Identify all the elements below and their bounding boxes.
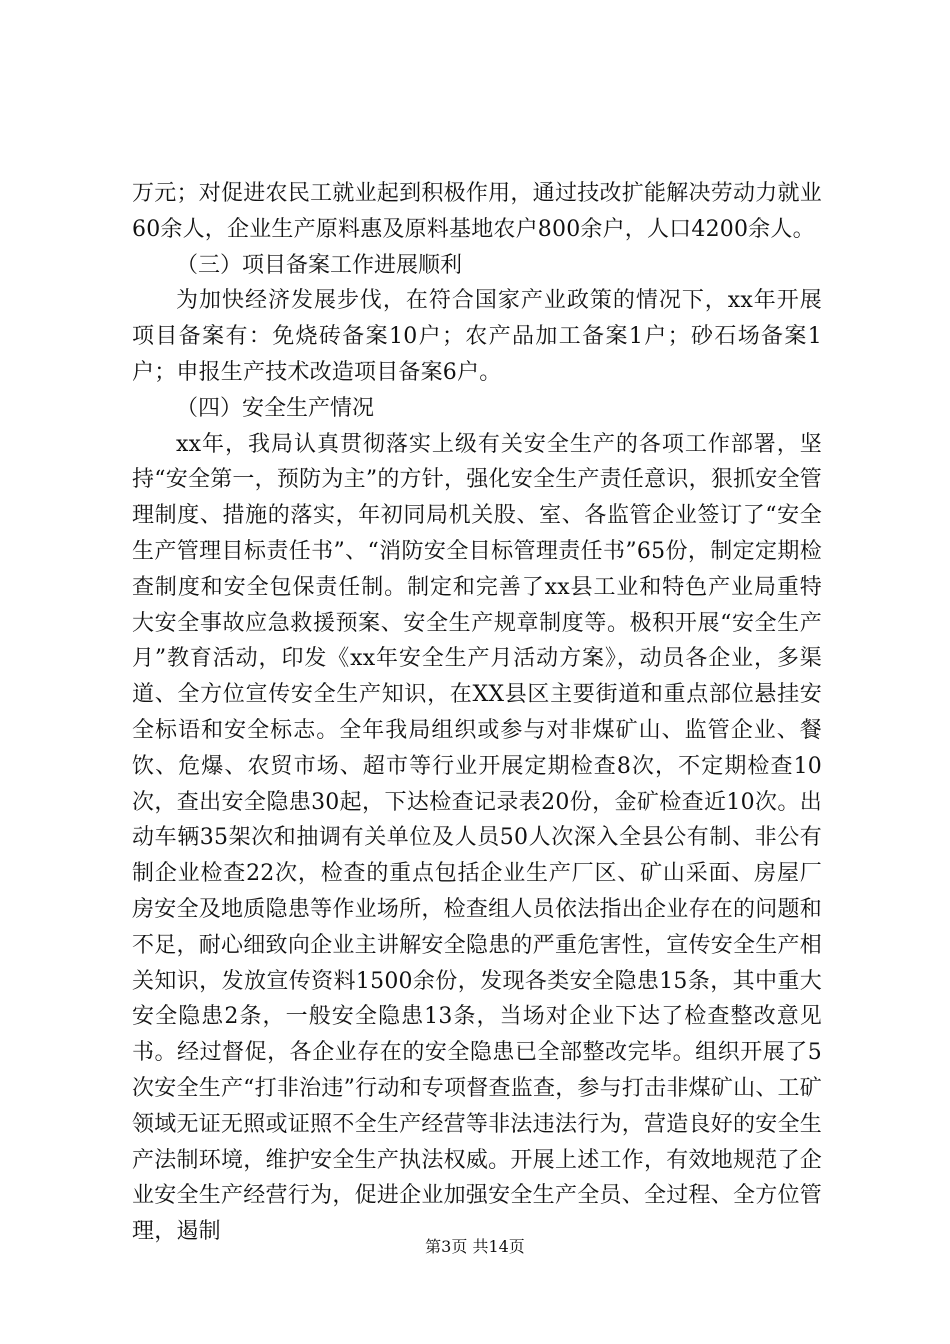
paragraph-project-filing: 为加快经济发展步伐，在符合国家产业政策的情况下，xx年开展项目备案有：免烧砖备案10户；农产品加工备案1户；砂石场备案1户；申报生产技术改造项目备案6户。: [132, 288, 822, 385]
section-heading-4: （四）安全生产情况: [176, 395, 375, 421]
document-body: [132, 176, 822, 1250]
section-heading-3: （三）项目备案工作进展顺利: [176, 252, 463, 278]
paragraph-continuation: 万元；对促进农民工就业起到积极作用，通过技改扩能解决劳动力就业60余人，企业生产原料惠及原料基地农户800余户，人口4200余人。: [132, 181, 822, 242]
paragraph-safety-production: xx年，我局认真贯彻落实上级有关安全生产的各项工作部署，坚持“安全第一，预防为主”的方针，强化安全生产责任意识，狠抓安全管理制度、措施的落实，年初同局机关股、室、各监管企业签订了“安全生产管理目标责任书”、“消防安全目标管理责任书”65份，制定定期检查制度和安全包保责任制。制定和完善了xx县工业和特色产业局重特大安全事故应急救援预案、安全生产规章制度等。极积开展“安全生产月”教育活动，印发《xx年安全生产月活动方案》，动员各企业，多渠道、全方位宣传安全生产知识，在XX县区主要街道和重点部位悬挂安全标语和安全标志。全年我局组织或参与对非煤矿山、监管企业、餐饮、危爆、农贸市场、超市等行业开展定期检查8次，不定期检查10次，查出安全隐患30起，下达检查记录表20份，金矿检查近10次。出动车辆35架次和抽调有关单位及人员50人次深入全县公有制、非公有制企业检查22次，检查的重点包括企业生产厂区、矿山采面、房屋厂房安全及地质隐患等作业场所，检查组人员依法指出企业存在的问题和不足，耐心细致向企业主讲解安全隐患的严重危害性，宣传安全生产相关知识，发放宣传资料1500余份，发现各类安全隐患15条，其中重大安全隐患2条，一般安全隐患13条，当场对企业下达了检查整改意见书。经过督促，各企业存在的安全隐患已全部整改完毕。组织开展了5次安全生产“打非治违”行动和专项督查监查，参与打击非煤矿山、工矿领域无证无照或证照不全生产经营等非法违法行为，营造良好的安全生产法制环境，维护安全生产执法权威。开展上述工作，有效地规范了企业安全生产经营行为，促进企业加强安全生产全员、全过程、全方位管理，遏制: [132, 431, 822, 1245]
page-number-footer: 第3页 共14页: [425, 1237, 525, 1256]
